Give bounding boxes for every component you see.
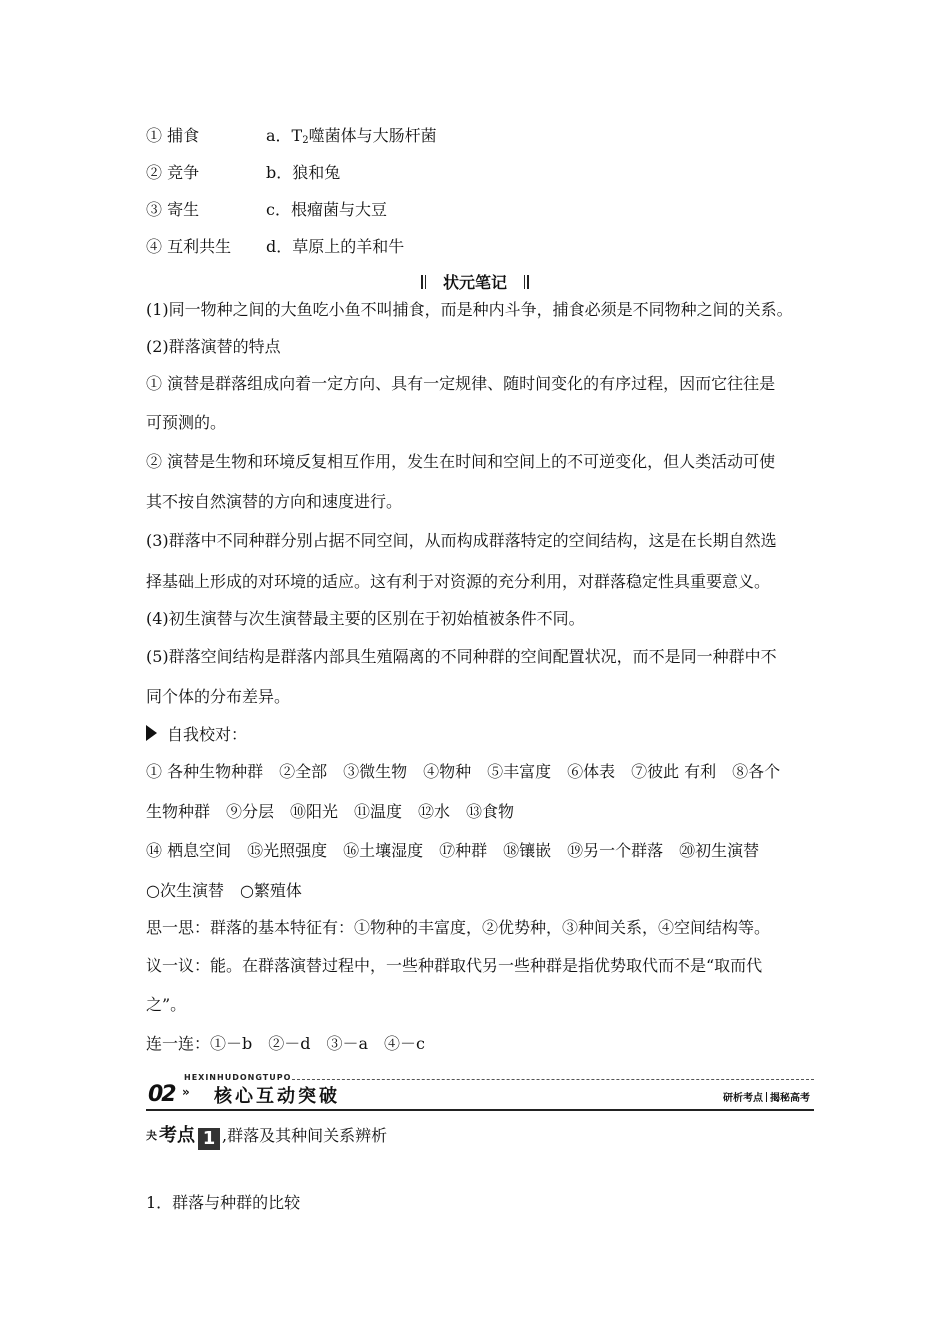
double-chevron-icon: »	[182, 1085, 190, 1099]
relation-label: ② 竞争	[146, 163, 200, 182]
exam-point-heading: 夬 考点 1 ,群落及其种间关系辨析	[146, 1125, 388, 1149]
note-line: (3)群落中不同种群分别占据不同空间，从而构成群落特定的空间结构，这是在长期自然选	[146, 531, 777, 550]
note-line: 其不按自然演替的方向和速度进行。	[146, 492, 403, 511]
note-line: 择基础上形成的对环境的适应。这有利于对资源的充分利用，对群落稳定性具重要意义。	[146, 572, 771, 591]
section-banner	[146, 1073, 814, 1113]
section-divider	[146, 1109, 814, 1111]
answer-line: ① 各种生物种群 ②全部 ③微生物 ④物种 ⑤丰富度 ⑥体表 ⑦彼此 有利 ⑧各个	[146, 762, 781, 781]
exam-point-icon: 夬	[146, 1129, 157, 1142]
section-pinyin: HEXINHUDONGTUPO	[184, 1073, 292, 1082]
think-answer: 思一思：群落的基本特征有：①物种的丰富度，②优势种，③种间关系，④空间结构等。	[146, 918, 771, 937]
note-line: (5)群落空间结构是群落内部具生殖隔离的不同种群的空间配置状况，而不是同一种群中不	[146, 647, 777, 666]
relation-label: ④ 互利共生	[146, 237, 232, 256]
title-bar-decoration	[527, 275, 529, 289]
note-line: (2)群落演替的特点	[146, 337, 281, 356]
section-tagline: 研析考点 揭秘高考	[723, 1093, 810, 1104]
discuss-answer-continued: 之”。	[146, 995, 187, 1014]
dashed-divider	[292, 1079, 814, 1080]
section-title: 核心互动突破	[214, 1086, 340, 1107]
note-line: 可预测的。	[146, 413, 227, 432]
notes-title: 状元笔记	[0, 272, 950, 294]
subsection-heading: 1．群落与种群的比较	[146, 1193, 301, 1212]
exam-point-number: 1	[198, 1128, 220, 1150]
relation-label: ③ 寄生	[146, 200, 200, 219]
connect-answer: 连一连：①－b ②－d ③－a ④－c	[146, 1034, 425, 1053]
self-check-heading: 自我校对：	[146, 725, 247, 745]
answer-line: ⑭ 栖息空间 ⑮光照强度 ⑯土壤湿度 ⑰种群 ⑱镶嵌 ⑲另一个群落 ⑳初生演替	[146, 841, 760, 860]
note-line: (4)初生演替与次生演替最主要的区别在于初始植被条件不同。	[146, 609, 585, 628]
note-line: (1)同一物种之间的大鱼吃小鱼不叫捕食，而是种内斗争，捕食必须是不同物种之间的关系。	[146, 300, 793, 319]
example-label: b．狼和兔	[266, 163, 341, 182]
note-line: 同个体的分布差异。	[146, 687, 291, 706]
exam-point-title: 群落及其种间关系辨析	[227, 1126, 388, 1145]
example-label: a．$T_2$噬菌体与大肠杆菌	[266, 126, 437, 146]
note-line: ② 演替是生物和环境反复相互作用，发生在时间和空间上的不可逆变化，但人类活动可使	[146, 452, 776, 471]
example-label: d．草原上的羊和牛	[266, 237, 405, 256]
answer-line: ○次生演替 ○繁殖体	[146, 881, 302, 900]
triangle-marker-icon	[146, 725, 157, 741]
example-label: c．根瘤菌与大豆	[266, 200, 387, 219]
discuss-answer: 议一议：能。在群落演替过程中，一些种群取代另一些种群是指优势取代而不是“取而代	[146, 956, 763, 975]
note-line: ① 演替是群落组成向着一定方向、具有一定规律、随时间变化的有序过程，因而它往往是	[146, 374, 776, 393]
answer-line: 生物种群 ⑨分层 ⑩阳光 ⑪温度 ⑫水 ⑬食物	[146, 802, 515, 821]
relation-label: ① 捕食	[146, 126, 200, 145]
section-number: 02	[148, 1082, 175, 1107]
title-bar-decoration	[421, 275, 423, 289]
